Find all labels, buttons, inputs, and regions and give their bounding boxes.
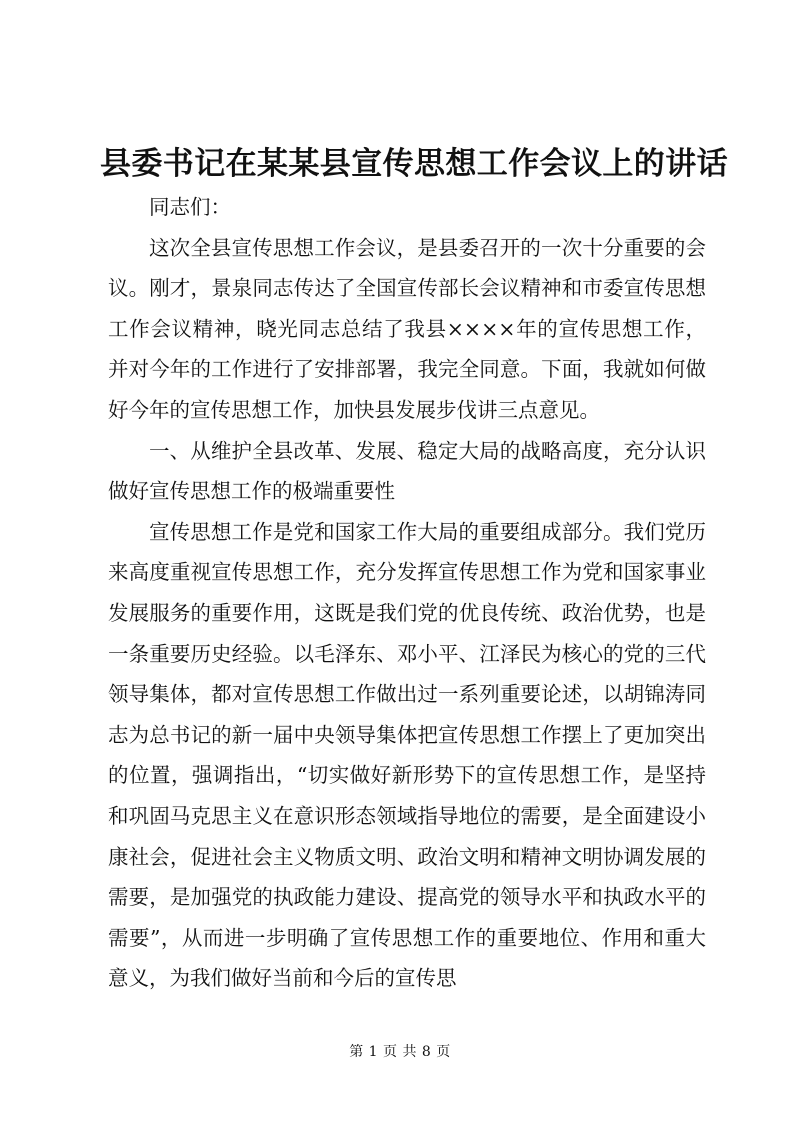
salutation: 同志们： bbox=[149, 195, 231, 219]
paragraph-opening: 这次全县宣传思想工作会议，是县委召开的一次十分重要的会议。刚才，景泉同志传达了全国宣传部长会议精神和市委宣传思想工作会议精神，晓光同志总结了我县××××年的宣传思想工作，并对今年的工作进行了安排部署，我完全同意。下面，我就如何做好今年的宣传思想工作，加快县发展步伐讲三点意见。 bbox=[108, 235, 706, 422]
section-heading-one: 一、从维护全县改革、发展、稳定大局的战略高度，充分认识做好宣传思想工作的极端重要性 bbox=[108, 438, 706, 504]
page-number-footer: 第 1 页 共 8 页 bbox=[349, 1044, 451, 1060]
document-title: 县委书记在某某县宣传思想工作会议上的讲话 bbox=[100, 146, 728, 182]
paragraph-section-one: 宣传思想工作是党和国家工作大局的重要组成部分。我们党历来高度重视宣传思想工作，充分发挥宣传思想工作为党和国家事业发展服务的重要作用，这既是我们党的优良传统、政治优势，也是一条重要历史经验。以毛泽东、邓小平、江泽民为核心的党的三代领导集体，都对宣传思想工作做出过一系列重要论述，以胡锦涛同志为总书记的新一届中央领导集体把宣传思想工作摆上了更加突出的位置，强调指出，“切实做好新形势下的宣传思想工作，是坚持和巩固马克思主义在意识形态领域指导地位的需要，是全面建设小康社会，促进社会主义物质文明、政治文明和精神文明协调发展的需要，是加强党的执政能力建设、提高党的领导水平和执政水平的需要”，从而进一步明确了宣传思想工作的重要地位、作用和重大意义，为我们做好当前和今后的宣传思 bbox=[108, 519, 706, 991]
document-body bbox=[108, 187, 706, 999]
